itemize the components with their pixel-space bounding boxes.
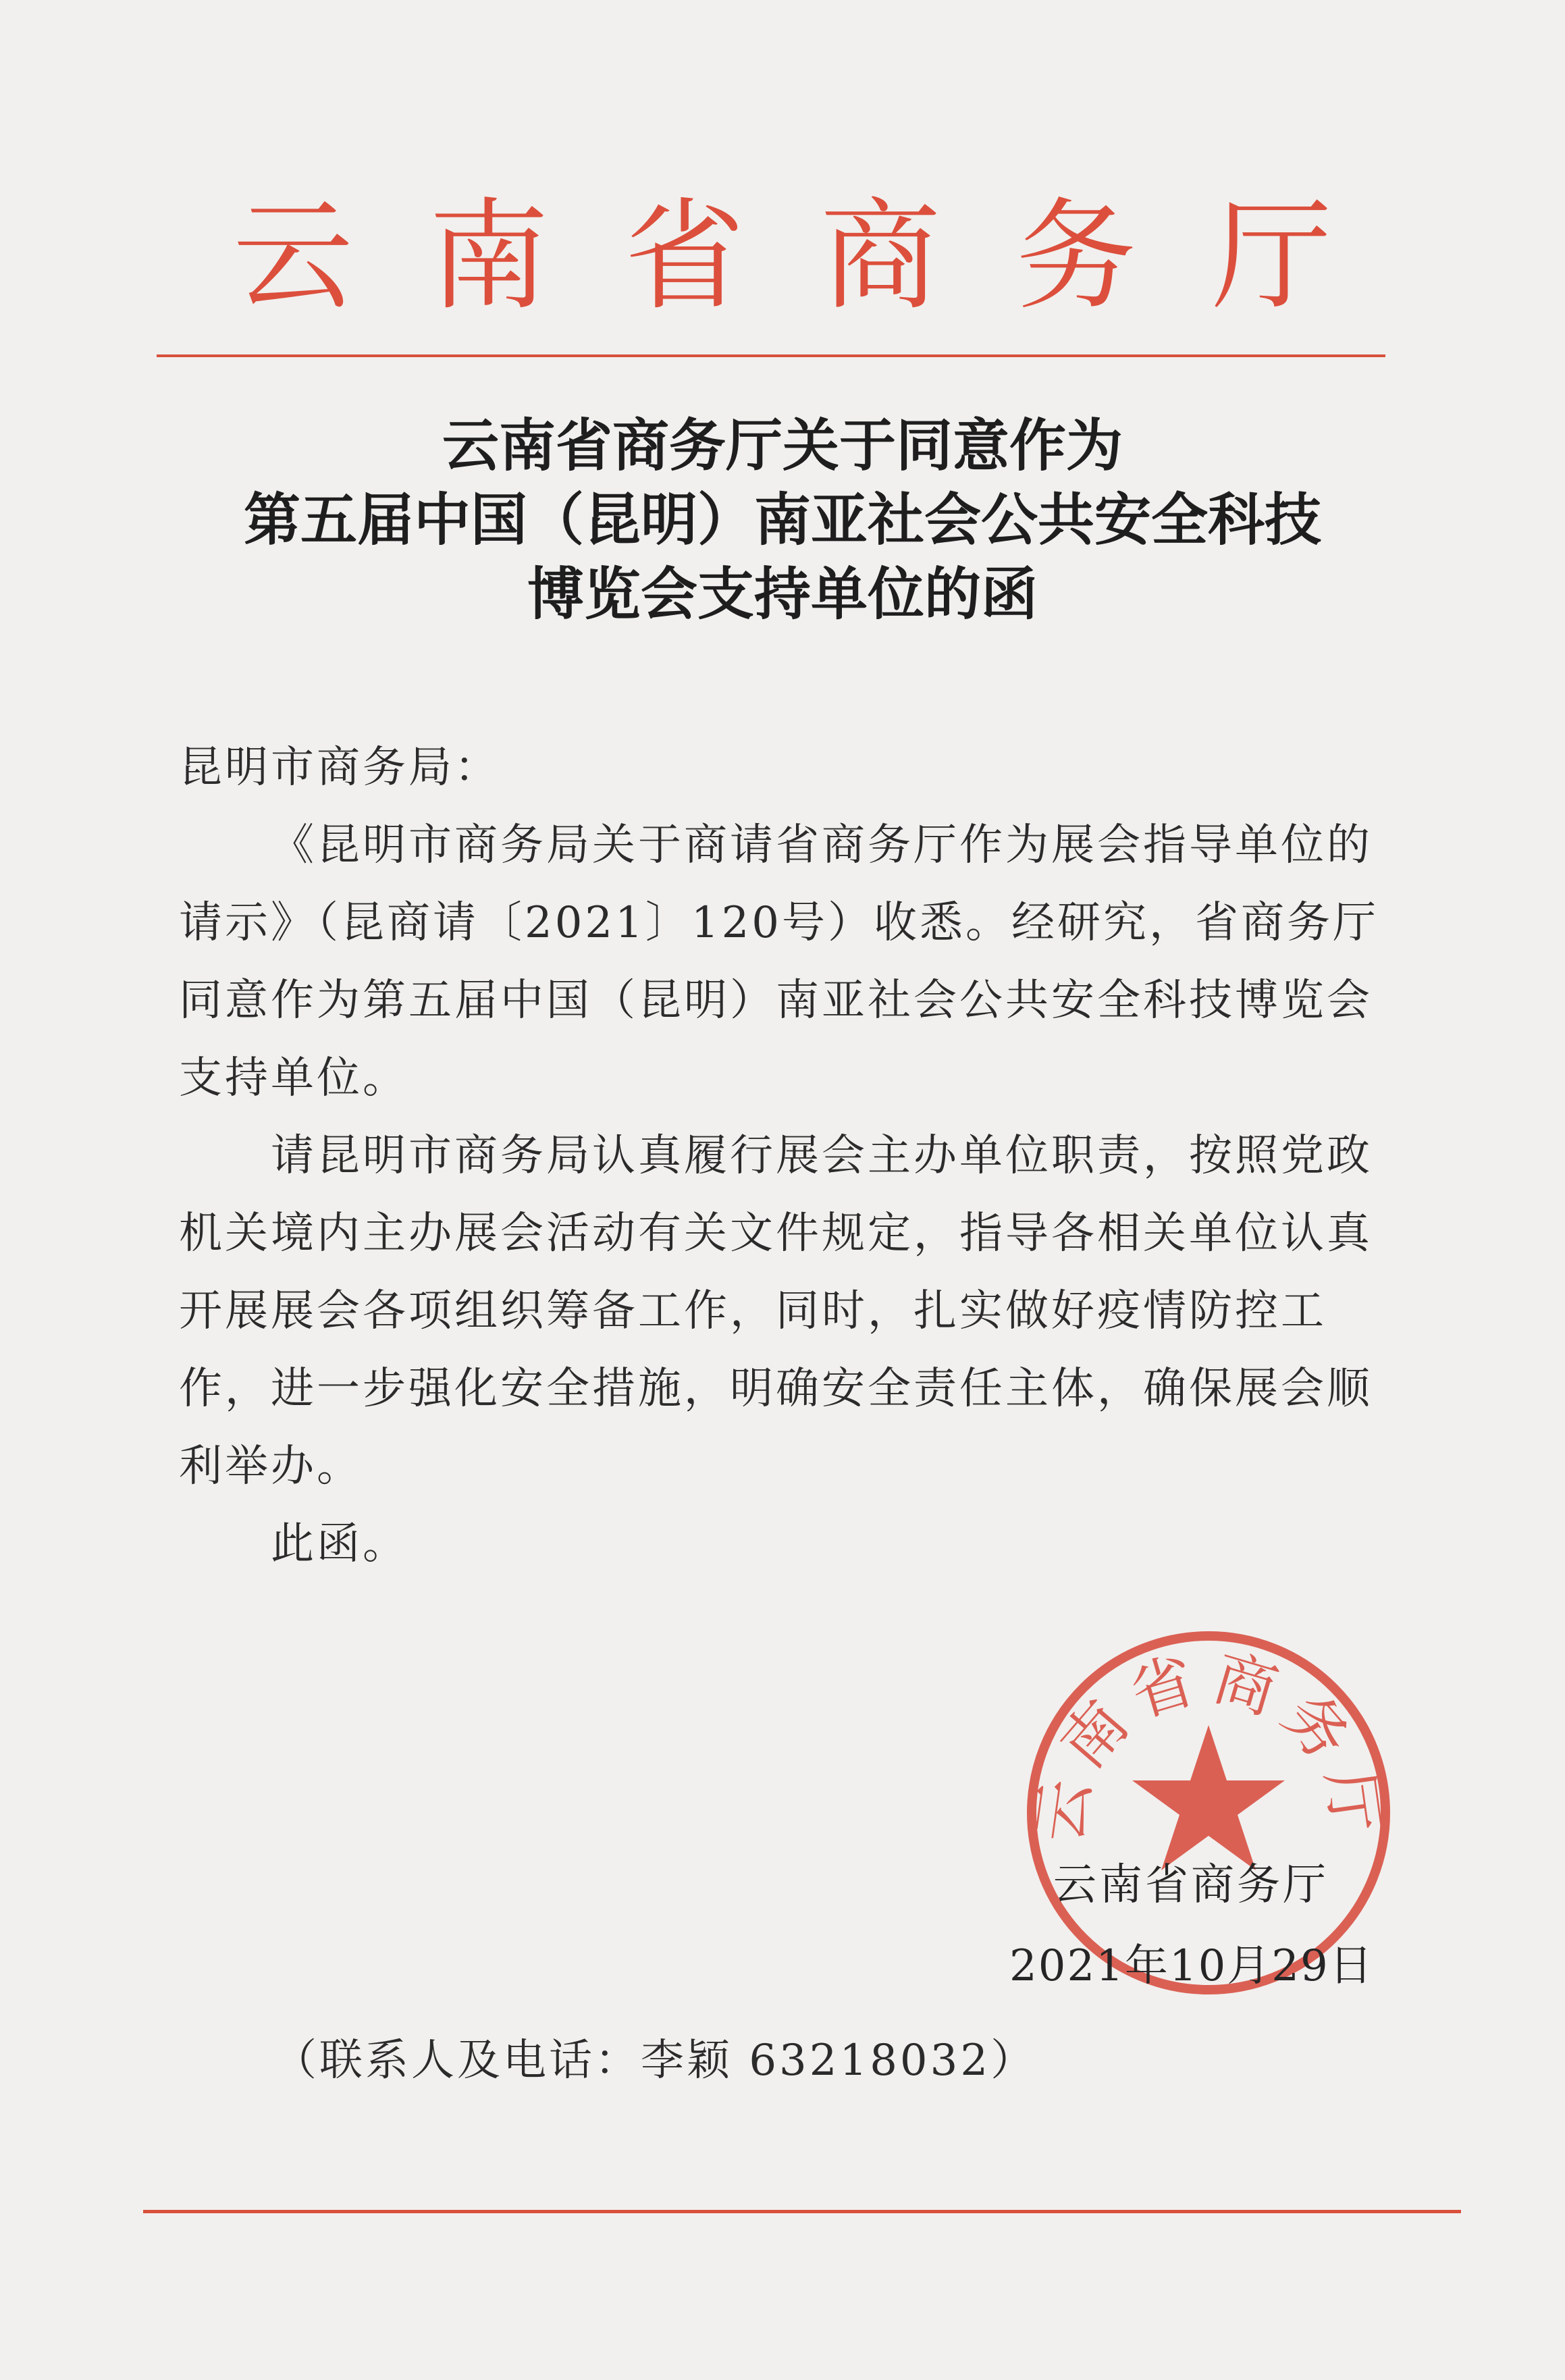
body-paragraph-1: 《昆明市商务局关于商请省商务厅作为展会指导单位的请示》（昆商请〔2021〕120号）收悉。经研究，省商务厅同意作为第五届中国（昆明）南亚社会公共安全科技博览会支持单位。 <box>179 820 1379 1103</box>
signature-organization: 云南省商务厅 <box>1053 1860 1329 1910</box>
title-line-1: 云南省商务厅关于同意作为 <box>442 412 1123 479</box>
addressee: 昆明市商务局： <box>179 743 500 793</box>
title-line-3: 博览会支持单位的函 <box>527 560 1038 627</box>
document-title <box>101 408 1464 631</box>
body-paragraph-2: 请昆明市商务局认真履行展会主办单位职责，按照党政机关境内主办展会活动有关文件规定，指导各相关单位认真开展展会各项组织筹备工作，同时，扎实做好疫情防控工作，进一步强化安全措施，明确安全责任主体，确保展会顺利举办。 <box>179 1131 1373 1491</box>
seal-arc-text: 云南省商务厅 <box>1023 1641 1394 1847</box>
letter-body <box>179 729 1387 1583</box>
title-line-2: 第五届中国（昆明）南亚社会公共安全科技 <box>243 486 1321 553</box>
seal-star-icon <box>1132 1725 1285 1870</box>
footer-red-rule <box>143 2210 1461 2213</box>
closing-line: 此函。 <box>271 1519 408 1569</box>
letterhead-title: 云南省商务厅 <box>233 186 1408 326</box>
contact-info: （联系人及电话：李颖 63218032） <box>273 2036 1037 2086</box>
letterhead-red-rule <box>157 354 1385 357</box>
signature-date: 2021年10月29日 <box>1009 1941 1374 1991</box>
